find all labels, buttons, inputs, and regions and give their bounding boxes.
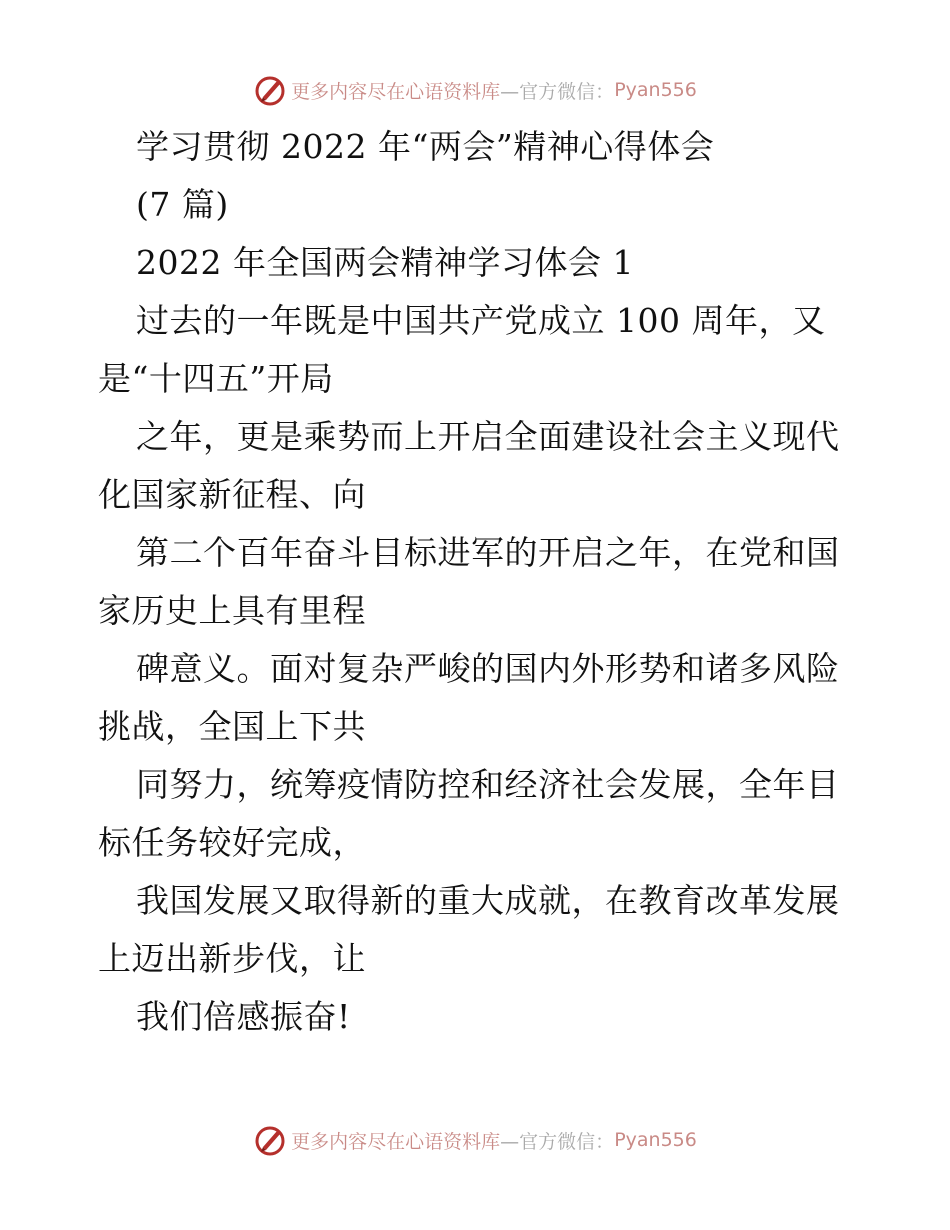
watermark-wechat-id: Pyan556 — [614, 1129, 697, 1151]
paragraph-line: 标任务较好完成， — [98, 823, 366, 862]
paragraph-line: 我们倍感振奋! — [136, 997, 351, 1036]
paragraph-line: 挑战，全国上下共 — [98, 707, 366, 746]
paragraph-line: 过去的一年既是中国共产党成立 100 周年，又 — [136, 301, 826, 340]
footer-watermark — [0, 1120, 950, 1160]
paragraph-line: 家历史上具有里程 — [98, 591, 366, 630]
paragraph-line: 是“十四五”开局 — [98, 359, 334, 398]
document-title-line-2: (7 篇) — [136, 185, 229, 224]
paragraph-line: 第二个百年奋斗目标进军的开启之年，在党和国 — [136, 533, 840, 572]
pen-logo-icon — [253, 1123, 287, 1157]
section-heading: 2022 年全国两会精神学习体会 1 — [136, 243, 634, 282]
paragraph-line: 我国发展又取得新的重大成就，在教育改革发展 — [136, 881, 840, 920]
watermark-wechat-id: Pyan556 — [614, 79, 697, 101]
watermark-sub-text: —官方微信： — [500, 1130, 615, 1153]
watermark-main-text: 更多内容尽在心语资料库 — [291, 1130, 501, 1153]
watermark-sub-text: —官方微信： — [500, 80, 615, 103]
paragraph-line: 碑意义。面对复杂严峻的国内外形势和诸多风险 — [136, 649, 840, 688]
watermark-main-text: 更多内容尽在心语资料库 — [291, 80, 501, 103]
paragraph-line: 同努力，统筹疫情防控和经济社会发展，全年目 — [136, 765, 840, 804]
paragraph-line: 化国家新征程、向 — [98, 475, 366, 514]
paragraph-line: 之年，更是乘势而上开启全面建设社会主义现代 — [136, 417, 840, 456]
document-title-line-1: 学习贯彻 2022 年“两会”精神心得体会 — [136, 127, 715, 166]
paragraph-line: 上迈出新步伐，让 — [98, 939, 366, 978]
